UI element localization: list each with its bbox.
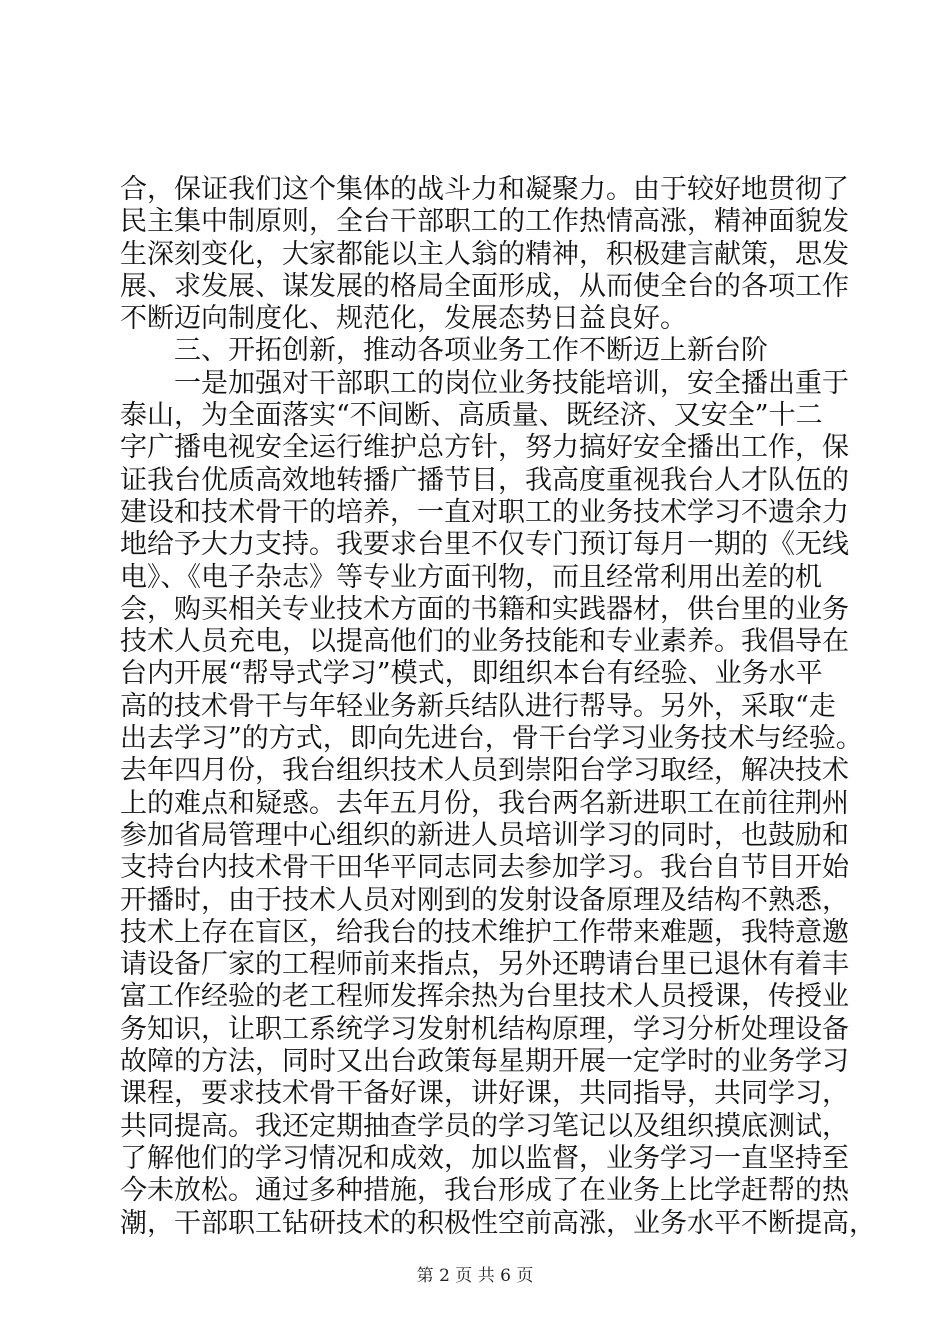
text-line: 今未放松。通过多种措施，我台形成了在业务上比学赶帮的热	[120, 1175, 849, 1207]
text-line: 地给予大力支持。我要求台里不仅专门预订每月一期的《无线	[120, 529, 849, 561]
text-line: 去年四月份，我台组织技术人员到崇阳台学习取经，解决技术	[120, 755, 849, 787]
text-line: 课程，要求技术骨干备好课，讲好课，共同指导，共同学习，	[120, 1078, 849, 1110]
text-line: 出去学习”的方式，即向先进台，骨干台学习业务技术与经验。	[120, 723, 863, 755]
text-line: 建设和技术骨干的培养，一直对职工的业务技术学习不遗余力	[120, 496, 849, 528]
text-line: 不断迈向制度化、规范化，发展态势日益良好。	[120, 303, 687, 335]
text-line: 潮，干部职工钻研技术的积极性空前高涨，业务水平不断提高，	[120, 1207, 876, 1239]
text-line: 民主集中制原则，全台干部职工的工作热情高涨，精神面貌发	[120, 206, 849, 238]
text-line: 合，保证我们这个集体的战斗力和凝聚力。由于较好地贯彻了	[120, 174, 849, 205]
text-line: 务知识，让职工系统学习发射机结构原理，学习分析处理设备	[120, 1013, 849, 1045]
text-line: 高的技术骨干与年轻业务新兵结队进行帮导。另外，采取“走	[120, 690, 836, 722]
text-line: 开播时，由于技术人员对刚到的发射设备原理及结构不熟悉，	[120, 884, 849, 916]
text-line: 富工作经验的老工程师发挥余热为台里技术人员授课，传授业	[120, 981, 849, 1013]
text-line: 故障的方法，同时又出台政策每星期开展一定学时的业务学习	[120, 1046, 849, 1078]
text-line: 了解他们的学习情况和成效，加以监督，业务学习一直坚持至	[120, 1142, 849, 1174]
page-number-label: 第 2 页 共 6 页	[416, 1266, 534, 1286]
text-line: 电》、《电子杂志》等专业方面刊物，而且经常利用出差的机	[120, 561, 822, 593]
text-line: 生深刻变化，大家都能以主人翁的精神，积极建言献策，思发	[120, 238, 849, 270]
text-line: 会，购买相关专业技术方面的书籍和实践器材，供台里的业务	[120, 593, 849, 625]
section-heading: 三、开拓创新，推动各项业务工作不断迈上新台阶	[174, 335, 768, 367]
text-line: 共同提高。我还定期抽查学员的学习笔记以及组织摸底测试，	[120, 1110, 849, 1142]
text-line: 支持台内技术骨干田华平同志同去参加学习。我台自节目开始	[120, 852, 849, 884]
text-line: 展、求发展、谋发展的格局全面形成，从而使全台的各项工作	[120, 270, 849, 302]
body-text	[120, 174, 876, 1240]
text-line: 参加省局管理中心组织的新进人员培训学习的同时，也鼓励和	[120, 819, 849, 851]
text-line: 技术人员充电，以提高他们的业务技能和专业素养。我倡导在	[120, 626, 849, 658]
text-line: 技术上存在盲区，给我台的技术维护工作带来难题，我特意邀	[120, 916, 849, 948]
text-line: 泰山，为全面落实“不间断、高质量、既经济、又安全”十二	[120, 400, 823, 432]
text-line: 上的难点和疑惑。去年五月份，我台两名新进职工在前往荆州	[120, 787, 849, 819]
text-line: 请设备厂家的工程师前来指点，另外还聘请台里已退休有着丰	[120, 949, 849, 981]
text-line: 一是加强对干部职工的岗位业务技能培训，安全播出重于	[174, 367, 849, 399]
page-footer	[0, 1261, 950, 1286]
text-line: 字广播电视安全运行维护总方针，努力搞好安全播出工作，保	[120, 432, 849, 464]
text-line: 台内开展“帮导式学习”模式，即组织本台有经验、业务水平	[120, 658, 823, 690]
text-line: 证我台优质高效地转播广播节目，我高度重视我台人才队伍的	[120, 464, 849, 496]
